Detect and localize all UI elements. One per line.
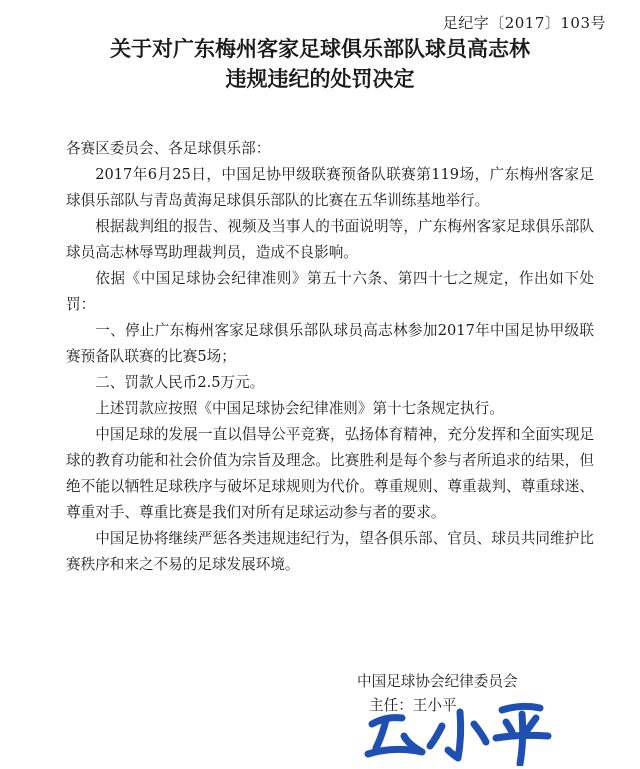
signature-ink <box>368 706 548 764</box>
director-label: 主任： <box>369 697 413 714</box>
paragraph-basis: 依据《中国足球协会纪律准则》第五十六条、第四十七之规定，作出如下处罚： <box>66 270 594 313</box>
document-body <box>66 136 594 578</box>
document-number: 足纪字〔2017〕103号 <box>442 14 606 32</box>
paragraph-penalty-fine: 二、罚款人民币2.5万元。 <box>95 374 265 391</box>
signature-stroke-ping <box>496 706 548 764</box>
paragraph-match-info: 2017年6月25日，中国足协甲级联赛预备队联赛第119场，广东梅州客家足球俱乐部队与青岛黄海足球俱乐部队的比赛在五华训练基地举行。 <box>66 166 594 209</box>
signature-stroke-xiao <box>430 712 486 758</box>
paragraph-violation: 根据裁判组的报告、视频及当事人的书面说明等，广东梅州客家足球俱乐部队球员高志林辱骂助理裁判员，造成不良影响。 <box>66 218 594 261</box>
director-name: 王小平 <box>412 697 457 714</box>
signature-stroke-wang <box>368 718 422 754</box>
title-line-2: 违规违纪的处罚决定 <box>225 67 415 91</box>
title-line-1: 关于对广东梅州客家足球俱乐部队球员高志林 <box>110 37 530 61</box>
paragraph-penalty-suspension: 一、停止广东梅州客家足球俱乐部队球员高志林参加2017年中国足协甲级联赛预备队联赛的比赛5场； <box>66 322 594 365</box>
document-title <box>0 34 640 94</box>
signature-organization: 中国足球协会纪律委员会 <box>357 673 518 690</box>
paragraph-closing: 中国足协将继续严惩各类违规违纪行为，望各俱乐部、官员、球员共同维护比赛秩序和来之不易的足球发展环境。 <box>66 530 594 573</box>
paragraph-fine-execution: 上述罚款应按照《中国足球协会纪律准则》第十七条规定执行。 <box>95 400 504 417</box>
salutation: 各赛区委员会、各足球俱乐部： <box>66 140 271 157</box>
paragraph-principles: 中国足球的发展一直以倡导公平竞赛，弘扬体育精神，充分发挥和全面实现足球的教育功能和社会价值为宗旨及理念。比赛胜利是每个参与者所追求的结果，但绝不能以牺牲足球秩序与破坏足球规则为代价。尊重规则、尊重裁判、尊重球迷、尊重对手、尊重比赛是我们对所有足球运动参与者的要求。 <box>66 426 594 521</box>
handwritten-signature <box>364 696 554 766</box>
